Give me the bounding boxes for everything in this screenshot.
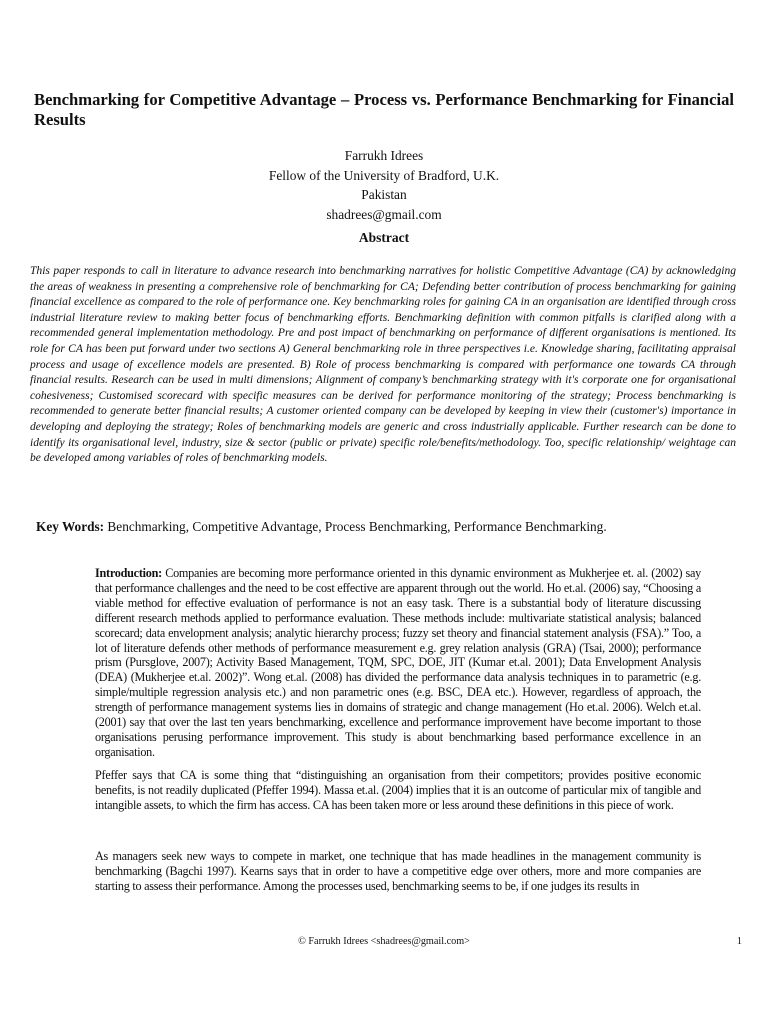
paper-title: Benchmarking for Competitive Advantage – Process vs. Performance Benchmarking for Financial Results xyxy=(34,90,734,129)
body-paragraph-2: Pfeffer says that CA is some thing that “distinguishing an organisation from their competitors; provides positive economic benefits, is not readily duplicated (Pfeffer 1994). Massa et.al. (2004) implies that it is an outcome of particular mix of tangible and intangible assets, to which the firm has access. CA has been taken more or less around these definitions in this piece of work. xyxy=(95,768,701,812)
abstract-heading: Abstract xyxy=(358,230,410,245)
author-country: Pakistan xyxy=(361,187,407,202)
keywords-text: Benchmarking, Competitive Advantage, Process Benchmarking, Performance Benchmarking. xyxy=(107,519,607,534)
introduction-text: Companies are becoming more performance oriented in this dynamic environment as Mukherjee et. al. (2002) say that performance challenges and the need to be cost effective are apparent through out the world. Ho et.al. (2006) say, “Choosing a viable method for effective evaluation of performance is not an easy task. There is a substantial body of literature discussing different research methods applied to performance evaluation. These methods include: multivariate statistical analysis; balanced scorecard; data envelopment analysis; analytic hierarchy process; fuzzy set theory and financial statement analysis (FSA).” Too, a lot of literature defends other methods of performance measurement e.g. grey relation analysis (GRA) (Tsai, 2000); performance prism (Pursglove, 2007); Activity Based Management, TQM, SPC, DOE, JIT (Kumar et.al. 2001); Data Envelopment Analysis (DEA) (Mukherjee et.al. 2002)”. Wong et.al. (2008) has divided the performance data analysis techniques in to parametric (e.g. simple/multiple regression analysis etc.) and non parametric ones (e.g. BSC, DEA etc.). However, regardless of approach, the strength of performance management systems lies in domains of strategic and change management (Ho et.al. 2006). Welch et.al. (2001) say that over the last ten years benchmarking, excellence and performance improvement have become important to those organisations perusing performance improvement. This study is about benchmarking based performance excellence in an organisation. xyxy=(95,566,701,759)
introduction-paragraph xyxy=(95,566,701,760)
keywords-label: Key Words: xyxy=(36,519,105,534)
author-name: Farrukh Idrees xyxy=(344,148,424,163)
footer-copyright: © Farrukh Idrees <shadrees@gmail.com> xyxy=(298,936,470,947)
introduction-label: Introduction: xyxy=(95,566,162,580)
keywords xyxy=(36,518,736,536)
author-block xyxy=(34,146,734,224)
author-affiliation: Fellow of the University of Bradford, U.K. xyxy=(268,167,500,183)
page-number: 1 xyxy=(736,936,742,947)
author-email: shadrees@gmail.com xyxy=(326,206,442,222)
abstract-text: This paper responds to call in literature to advance research into benchmarking narratives for holistic Competitive Advantage (CA) by acknowledging the areas of weakness in presenting a comprehensive role of benchmarking for CA; Defending better contribution of process benchmarking for gaining financial excellence as compared to the role of performance one. Key benchmarking roles for gaining CA in an organisation are identified through cross industrial literature review to making better focus of benchmarking efforts. Benchmarking definition with common pitfalls is clarified along with a recommended general implementation methodology. Pre and post impact of benchmarking on performance of different organisations is mentioned. Its role for CA has been put forward under two sections A) General benchmarking role in three perspectives i.e. Knowledge sharing, facilitating appraisal process and usage of excellence models are presented. B) Role of process benchmarking is compared with performance one towards CA through financial results. Research can be used in multi dimensions; Alignment of company’s benchmarking strategy with it's corporate one for organisational cohesiveness; Customised scorecard with specific measures can be derived for performance monitoring of the strategy; Process benchmarking is recommended to generate better financial results; A customer oriented company can be developed by keeping in view their (customer's) importance in developing and deploying the strategy; Roles of benchmarking models are generic and cross industrially applicable. Further research can be done to identify its organisational level, industry, size & sector (public or private) specific role/benefits/methodology. Too, specific relationship/ weightage can be developed among variables of roles of benchmarking models. xyxy=(30,265,736,465)
body-paragraph-3: As managers seek new ways to compete in market, one technique that has made headlines in the management community is benchmarking (Bagchi 1997). Kearns says that in order to have a competitive edge over others, more and more companies are starting to assess their performance. Among the processes used, benchmarking seems to be, if one judges its results in xyxy=(95,849,701,893)
